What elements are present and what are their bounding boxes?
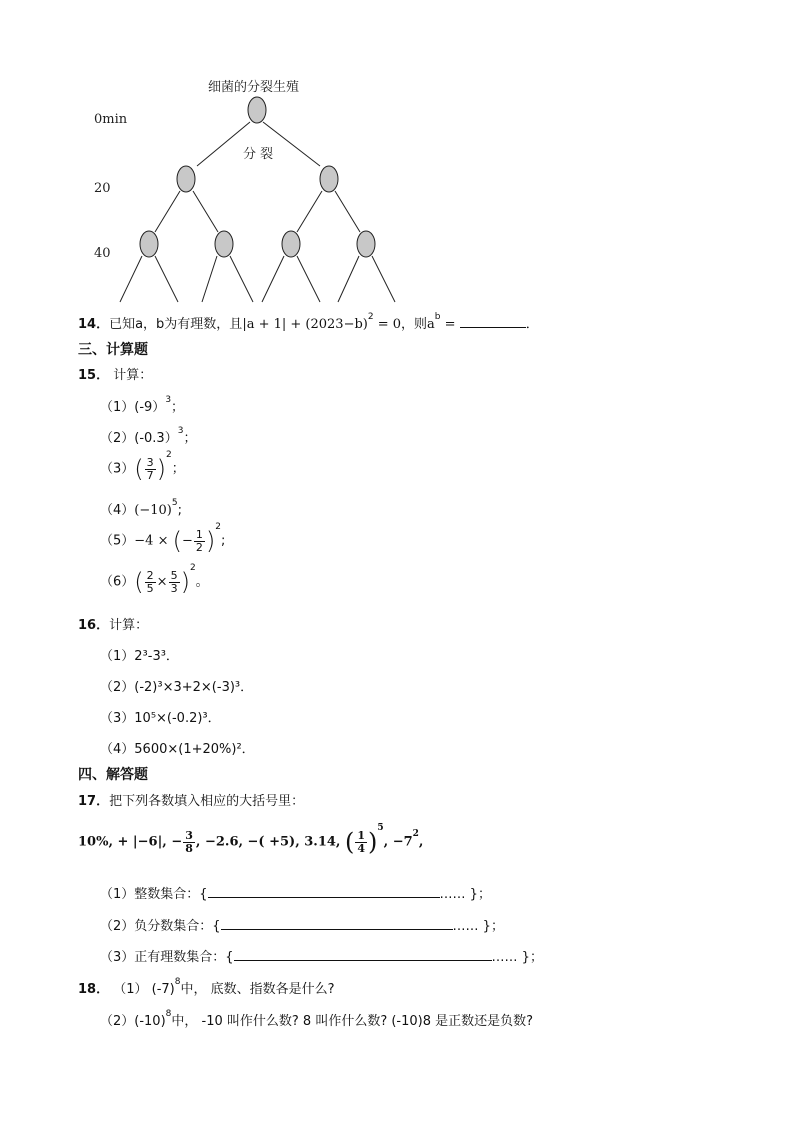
branch-line (338, 256, 359, 302)
bacterium-cell (140, 231, 158, 257)
q15-item-1: （1）(-9）$^3$； (100, 394, 185, 415)
section-heading-4: 四、解答题 (78, 767, 148, 783)
branch-line (230, 256, 253, 302)
bacterium-cell (215, 231, 233, 257)
question-15: 15． 计算： (78, 368, 153, 383)
q16-item-4: （4）5600×(1+20%)²． (100, 742, 255, 757)
branch-line (262, 256, 284, 302)
figure-title: 细菌的分裂生殖 (208, 80, 300, 95)
branch-line (297, 191, 322, 232)
branch-line (193, 191, 218, 232)
branch-line (155, 191, 180, 232)
bacterium-cell (357, 231, 375, 257)
branch-line (155, 256, 178, 302)
time-label-0: 0min (94, 112, 128, 127)
q15-item-5: （5）−4 × (− $\frac{1}{2}$ )$^2$; (100, 522, 226, 555)
q16-item-2: （2）(-2)³×3+2×(-3)³． (100, 680, 254, 695)
answer-blank[interactable] (208, 897, 440, 898)
branch-line (372, 256, 395, 302)
bacterium-cell (177, 166, 195, 192)
answer-blank[interactable] (234, 960, 492, 961)
q17-set-negative-fractions: （2）负分数集合：{ …… }； (100, 919, 504, 934)
bacteria-division-diagram (0, 0, 794, 320)
branch-line (120, 256, 142, 302)
q15-item-2: （2）(-0.3）$^3$； (100, 425, 197, 446)
q18-part-2: $(2)(-10)^8$中， -10 叫作什么数? 8 叫作什么数? (-10)8 是正数还是负数? (100, 1008, 534, 1029)
question-14: 14．已知a，b为有理数，且$|a + 1| + (2023-b)^2 = 0$，则$a^b$ = ． (78, 311, 539, 332)
q17-set-integers: （1）整数集合：{ …… }； (100, 887, 491, 902)
q15-item-6: （6）( $\frac{2}{5}$ × $\frac{5}{3}$ )$^2$。 (100, 563, 209, 596)
section-heading-3: 三、计算题 (78, 342, 148, 358)
answer-blank[interactable] (460, 327, 526, 328)
q15-item-4: $(4)(-10)^5$; (100, 497, 182, 518)
branch-line (335, 191, 360, 232)
time-label-40: 40 (94, 246, 111, 261)
bacterium-cell (282, 231, 300, 257)
bacterium-cell (248, 97, 266, 123)
q17-number-list: 10%, + |−6|, − $\frac{3}{8}$ , −2.6, −( +5), 3.14, ( $\frac{1}{4}$ )$^5$, $-7^2$, (78, 823, 424, 856)
branch-line (297, 256, 320, 302)
question-number: 14． (78, 317, 110, 332)
branch-line (202, 256, 217, 302)
question-16: 16．计算： (78, 618, 149, 633)
q17-set-positive-rationals: （3）正有理数集合：{ …… }； (100, 950, 543, 965)
bacterium-cell (320, 166, 338, 192)
time-label-20: 20 (94, 181, 111, 196)
q16-item-3: （3）10⁵×(-0.2)³． (100, 711, 221, 726)
split-label: 分 裂 (243, 147, 274, 162)
question-17: 17．把下列各数填入相应的大括号里： (78, 794, 305, 809)
answer-blank[interactable] (221, 929, 453, 930)
q16-item-1: （1）2³-3³． (100, 649, 179, 664)
q15-item-3: （3）( $\frac{3}{7}$ )$^2$； (100, 450, 185, 483)
question-18: 18． （1） $(-7)^8$中， 底数、指数各是什么? (78, 976, 335, 997)
